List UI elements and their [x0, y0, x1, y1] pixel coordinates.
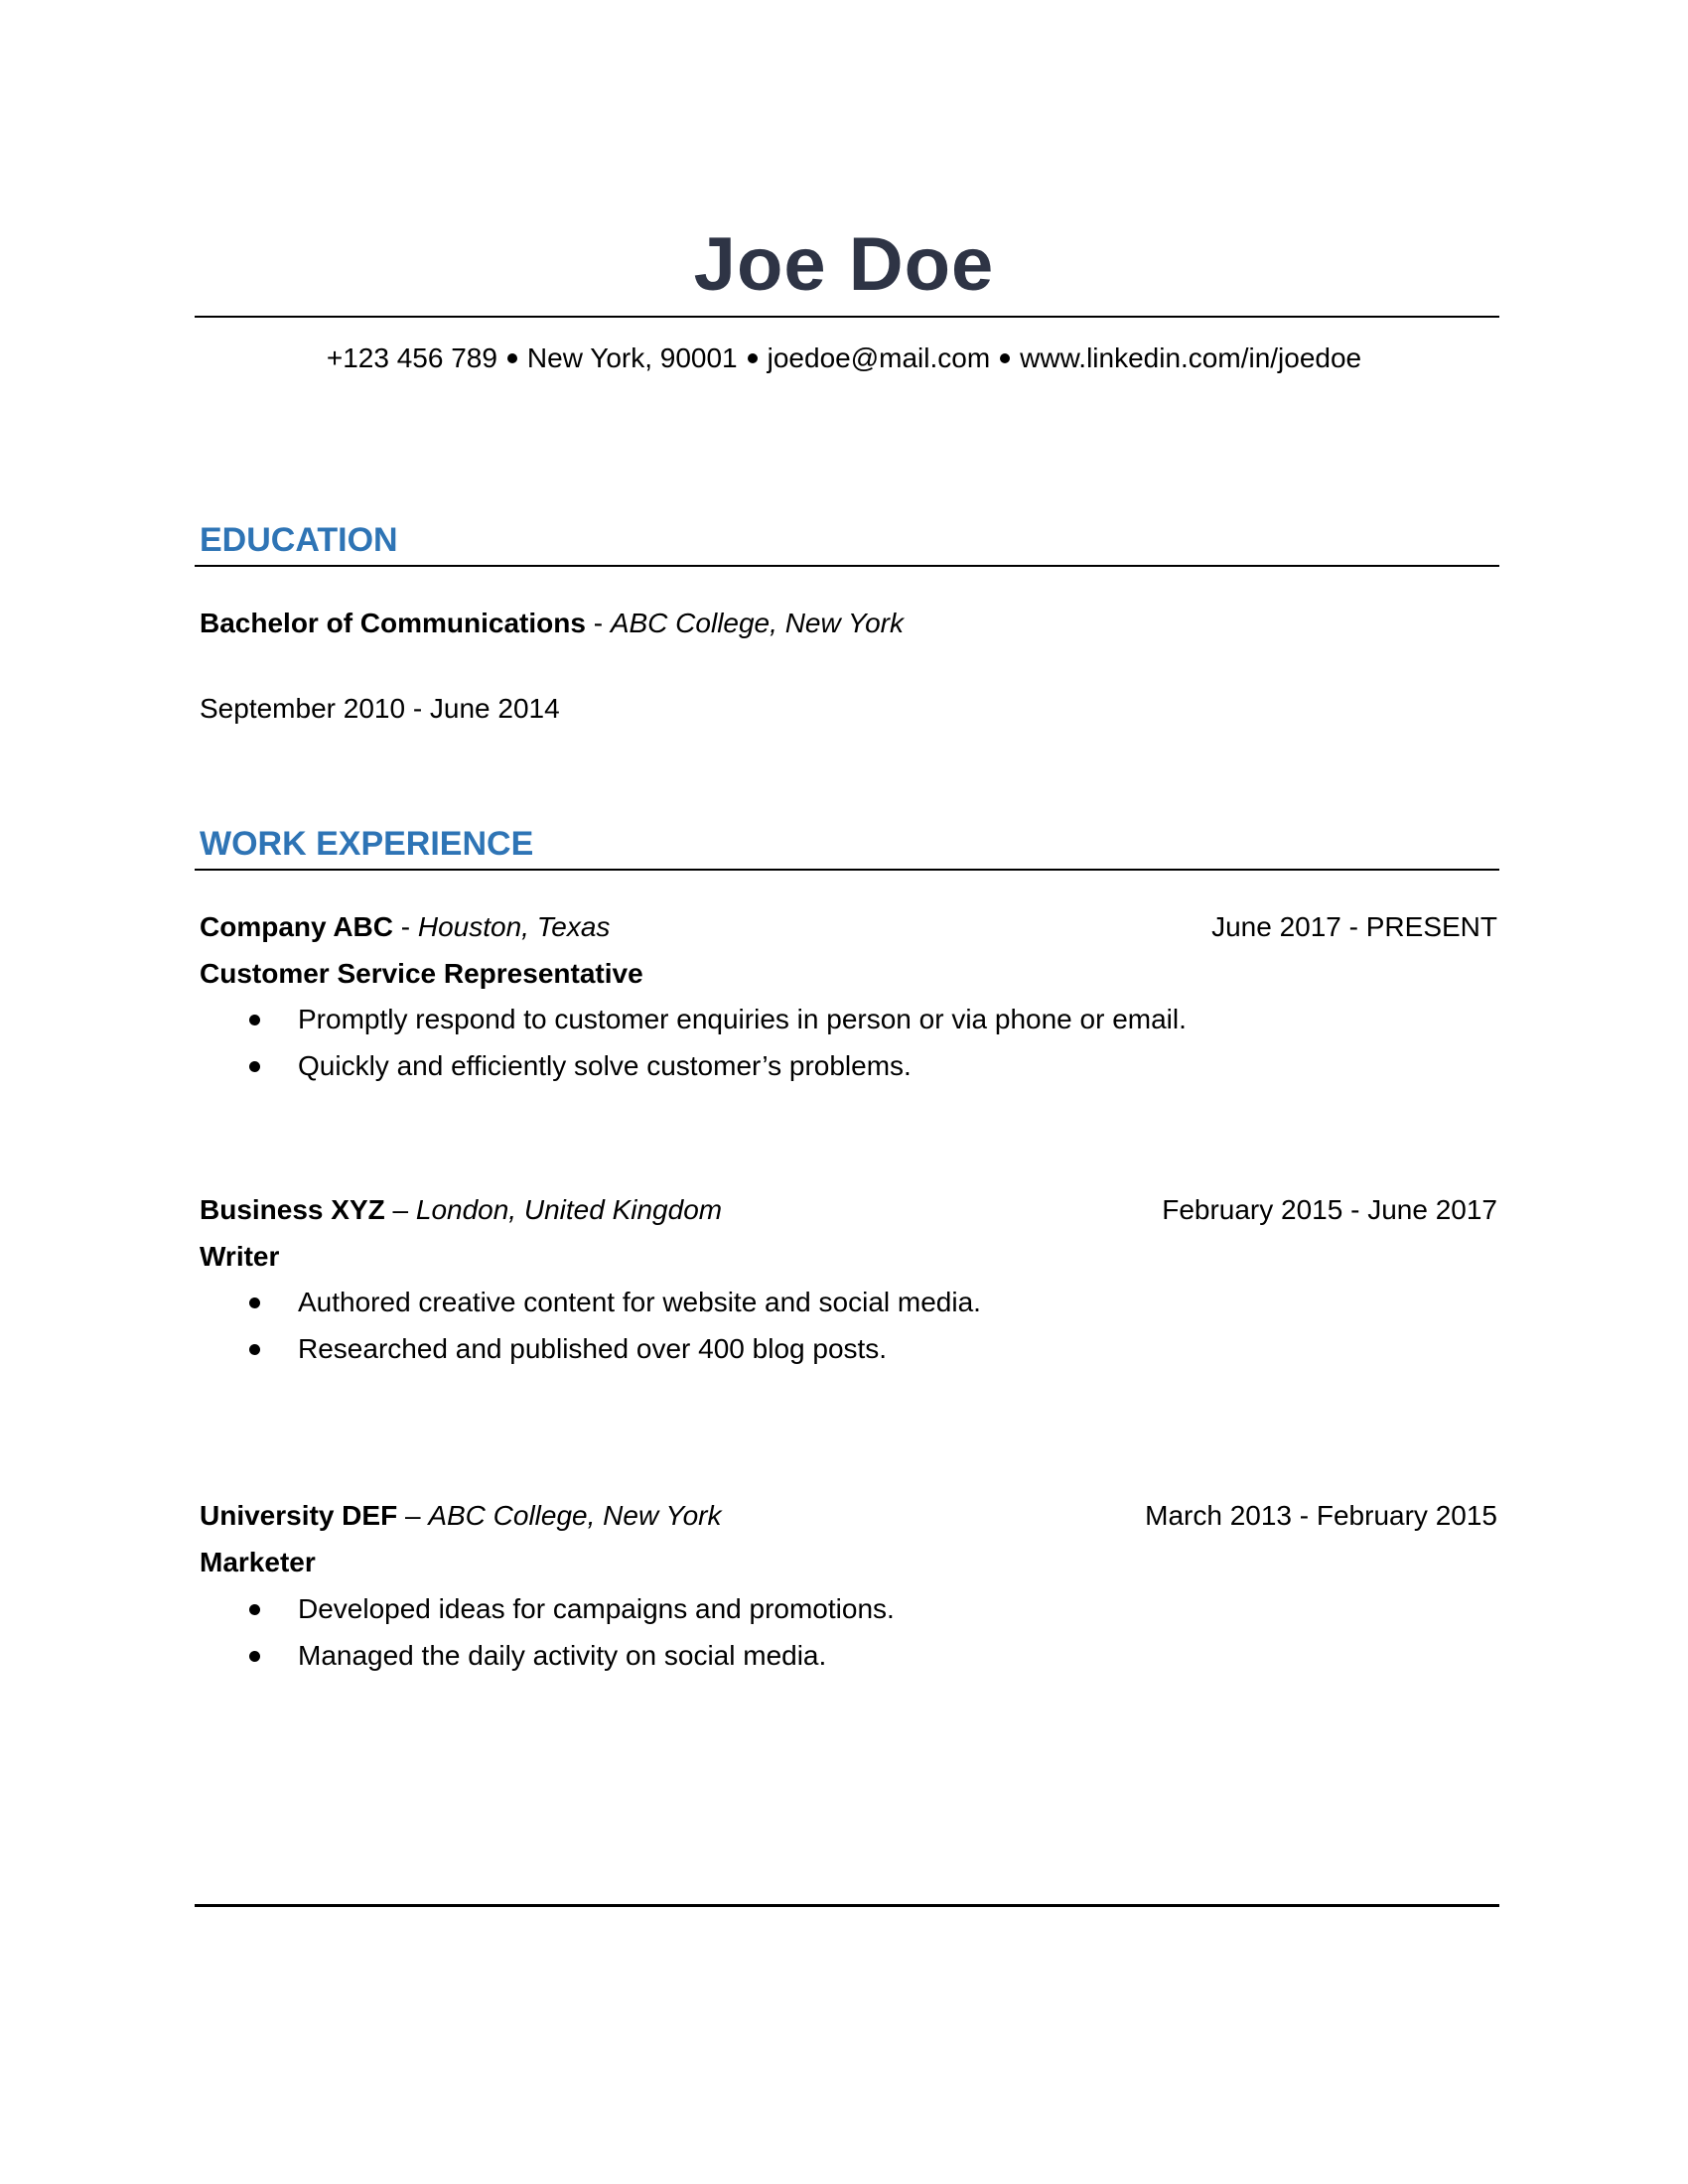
- degree: Bachelor of Communications: [200, 608, 586, 638]
- education-dates: September 2010 - June 2014: [200, 693, 560, 724]
- job-header: [200, 1191, 722, 1229]
- job-company: Company ABC: [200, 911, 393, 942]
- job-bullet: Authored creative content for website and social media.: [298, 1284, 981, 1321]
- contact-website[interactable]: www.linkedin.com/in/joedoe: [1020, 342, 1362, 373]
- job-header: [200, 1497, 722, 1535]
- job-role: [200, 1544, 316, 1581]
- bullet-separator-icon: [1000, 353, 1010, 363]
- school: ABC College, New York: [610, 608, 905, 638]
- job-role: [200, 1238, 279, 1276]
- job-location: Houston, Texas: [417, 911, 611, 942]
- contact-phone: +123 456 789: [326, 342, 497, 373]
- candidate-name: Joe Doe: [693, 222, 995, 307]
- job-role-text: Marketer: [200, 1547, 316, 1577]
- education-degree-line: [200, 605, 904, 642]
- job-separator: –: [384, 1194, 416, 1225]
- header-divider: [195, 316, 1499, 318]
- job-dates: February 2015 - June 2017: [1162, 1194, 1497, 1225]
- contact-location: New York, 90001: [526, 342, 738, 373]
- contact-email[interactable]: joedoe@mail.com: [767, 342, 991, 373]
- job-bullet: Quickly and efficiently solve customer’s problems.: [298, 1047, 912, 1085]
- footer-divider: [195, 1904, 1499, 1907]
- education-heading: EDUCATION: [200, 521, 398, 559]
- job-role-text: Customer Service Representative: [200, 958, 643, 989]
- job-location: London, United Kingdom: [415, 1194, 723, 1225]
- job-company: University DEF: [200, 1500, 398, 1531]
- job-role: [200, 955, 643, 993]
- education-divider: [195, 565, 1499, 567]
- job-dates: March 2013 - February 2015: [1145, 1500, 1497, 1531]
- job-bullet: Promptly respond to customer enquiries in person or via phone or email.: [298, 1001, 1187, 1038]
- job-bullet: Managed the daily activity on social media.: [298, 1637, 826, 1675]
- contact-line: [0, 339, 1688, 378]
- work-experience-divider: [195, 869, 1499, 871]
- job-header: [200, 908, 610, 946]
- job-dates: June 2017 - PRESENT: [1211, 911, 1497, 942]
- job-bullet: Researched and published over 400 blog posts.: [298, 1330, 887, 1368]
- bullet-separator-icon: [748, 353, 758, 363]
- work-experience-heading: WORK EXPERIENCE: [200, 825, 534, 863]
- job-separator: –: [397, 1500, 429, 1531]
- bullet-separator-icon: [507, 353, 517, 363]
- job-company: Business XYZ: [200, 1194, 385, 1225]
- job-role-text: Writer: [200, 1241, 280, 1272]
- job-bullet: Developed ideas for campaigns and promotions.: [298, 1590, 895, 1628]
- degree-separator: -: [585, 608, 611, 638]
- job-separator: -: [392, 911, 418, 942]
- job-location: ABC College, New York: [428, 1500, 722, 1531]
